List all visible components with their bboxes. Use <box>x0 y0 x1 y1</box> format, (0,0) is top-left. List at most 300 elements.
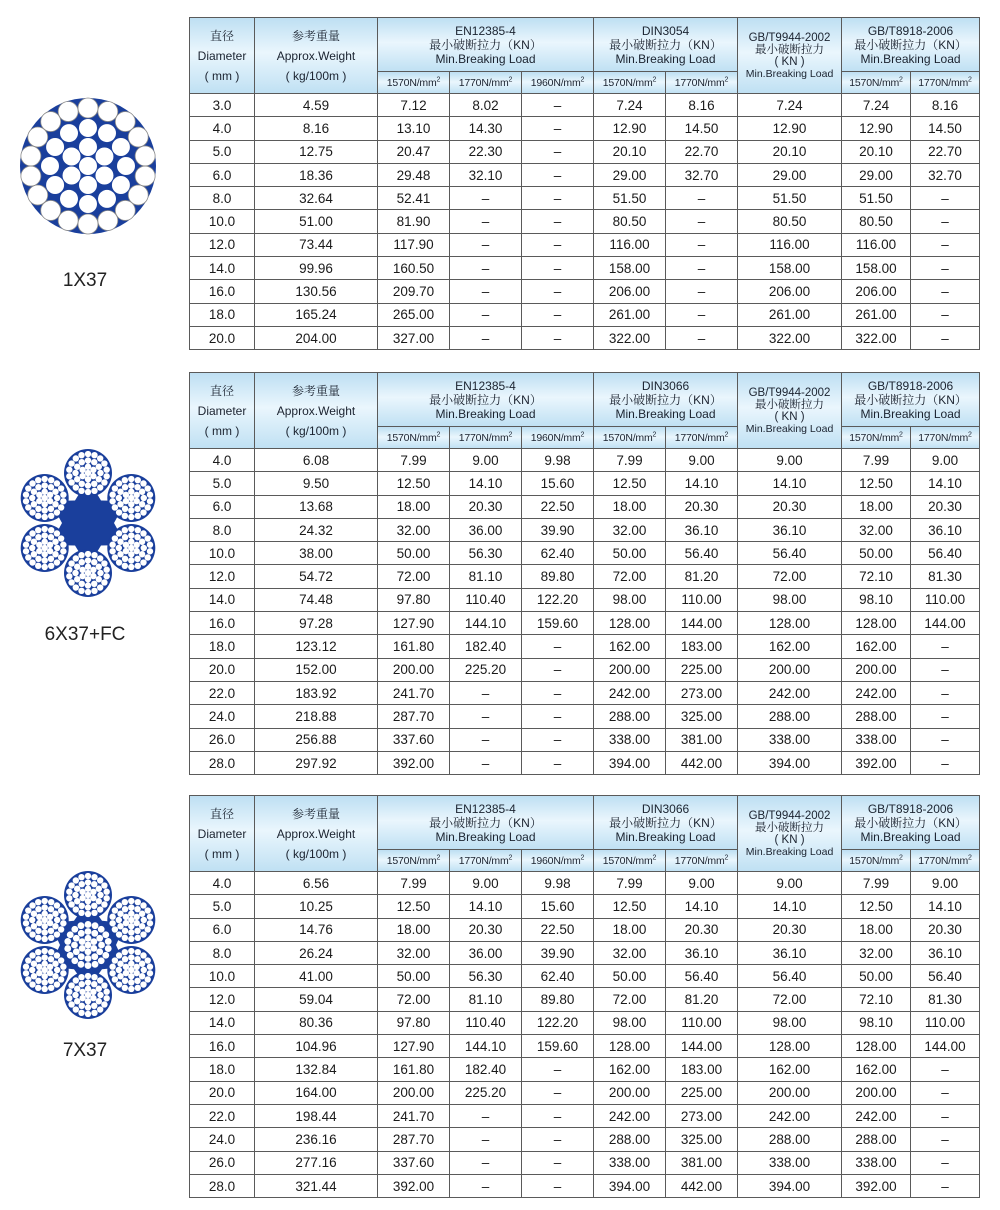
table-cell: 29.00 <box>842 163 911 186</box>
table-cell: 10.0 <box>190 542 255 565</box>
table-cell: – <box>666 303 738 326</box>
table-cell: 98.00 <box>738 1011 842 1034</box>
table-cell: 18.00 <box>594 495 666 518</box>
table-cell: 7.99 <box>378 872 450 895</box>
table-cell: 392.00 <box>378 1174 450 1197</box>
table-cell: 392.00 <box>842 1174 911 1197</box>
table-cell: 51.50 <box>594 187 666 210</box>
table-cell: 97.80 <box>378 1011 450 1034</box>
table-cell: 12.0 <box>190 988 255 1011</box>
grade-1770-header: $1770N/mm^2$ <box>911 850 980 872</box>
table-cell: 72.00 <box>738 565 842 588</box>
table-cell: 321.44 <box>255 1174 378 1197</box>
table-cell: 98.00 <box>738 588 842 611</box>
table-row <box>190 965 980 988</box>
table-cell: 80.36 <box>255 1011 378 1034</box>
grade-1770-header: $1770N/mm^2$ <box>911 72 980 94</box>
din-header: DIN3066 最小破断拉力（KN） Min.Breaking Load <box>594 796 738 850</box>
table-cell: 14.10 <box>666 472 738 495</box>
table-cell: 162.00 <box>594 635 666 658</box>
table-cell: 158.00 <box>738 257 842 280</box>
table-cell: 18.00 <box>594 918 666 941</box>
table-cell: 116.00 <box>738 233 842 256</box>
grade-1570-header: $1570N/mm^2$ <box>378 72 450 94</box>
table-cell: – <box>522 1151 594 1174</box>
table-cell: – <box>522 1128 594 1151</box>
table-cell: 74.48 <box>255 588 378 611</box>
table-row <box>190 1128 980 1151</box>
table-cell: 20.30 <box>666 495 738 518</box>
grade-1770-header: $1770N/mm^2$ <box>666 427 738 449</box>
table-cell: – <box>522 751 594 774</box>
table-row <box>190 187 980 210</box>
table-cell: – <box>911 210 980 233</box>
table-cell: 327.00 <box>378 326 450 349</box>
table-cell: 14.0 <box>190 1011 255 1034</box>
table-cell: 20.47 <box>378 140 450 163</box>
table-cell: 158.00 <box>594 257 666 280</box>
table-row <box>190 472 980 495</box>
table-cell: 261.00 <box>738 303 842 326</box>
table-row <box>190 635 980 658</box>
table-cell: 288.00 <box>738 1128 842 1151</box>
table-row <box>190 658 980 681</box>
table-cell: 325.00 <box>666 705 738 728</box>
table-cell: 72.00 <box>378 988 450 1011</box>
table-cell: – <box>911 1151 980 1174</box>
table-cell: 110.00 <box>911 588 980 611</box>
table-cell: 132.84 <box>255 1058 378 1081</box>
table-cell: 32.70 <box>666 163 738 186</box>
table-cell: 200.00 <box>842 1081 911 1104</box>
table-cell: 14.0 <box>190 588 255 611</box>
table-cell: 6.0 <box>190 918 255 941</box>
table-cell: 265.00 <box>378 303 450 326</box>
table-cell: – <box>522 705 594 728</box>
table-cell: 128.00 <box>842 1035 911 1058</box>
table-cell: 392.00 <box>378 751 450 774</box>
grade-1570-header: $1570N/mm^2$ <box>594 427 666 449</box>
table-cell: 144.00 <box>666 612 738 635</box>
table-row <box>190 210 980 233</box>
table-cell: 32.64 <box>255 187 378 210</box>
table-cell: 56.40 <box>666 542 738 565</box>
table-cell: 22.0 <box>190 1104 255 1127</box>
table-cell: 50.00 <box>842 965 911 988</box>
table-cell: 41.00 <box>255 965 378 988</box>
table-cell: 200.00 <box>738 658 842 681</box>
table-cell: – <box>522 233 594 256</box>
table-cell: 29.00 <box>738 163 842 186</box>
table-cell: 287.70 <box>378 1128 450 1151</box>
section-caption: 1X37 <box>62 270 108 291</box>
table-cell: 9.00 <box>738 872 842 895</box>
table-cell: – <box>522 1058 594 1081</box>
table-cell: – <box>450 1174 522 1197</box>
rope-6x37-fc-cross-section-icon <box>8 448 168 598</box>
breaking-load-table <box>189 372 980 775</box>
table-cell: 5.0 <box>190 895 255 918</box>
table-cell: 9.00 <box>911 449 980 472</box>
table-row <box>190 117 980 140</box>
table-cell: 144.00 <box>666 1035 738 1058</box>
table-cell: 32.00 <box>842 941 911 964</box>
table-row <box>190 1104 980 1127</box>
weight-header: 参考重量 Approx.Weight ( kg/100m ) <box>255 373 378 449</box>
table-cell: 20.0 <box>190 658 255 681</box>
table-cell: 14.50 <box>666 117 738 140</box>
table-cell: 89.80 <box>522 988 594 1011</box>
table-row <box>190 163 980 186</box>
table-cell: 7.99 <box>594 449 666 472</box>
table-cell: 144.10 <box>450 1035 522 1058</box>
table-row <box>190 140 980 163</box>
grade-1570-header: $1570N/mm^2$ <box>378 850 450 872</box>
table-cell: 56.40 <box>666 965 738 988</box>
table-cell: 117.90 <box>378 233 450 256</box>
table-cell: 128.00 <box>842 612 911 635</box>
table-cell: – <box>522 303 594 326</box>
table-cell: 225.00 <box>666 658 738 681</box>
table-cell: 392.00 <box>842 751 911 774</box>
table-cell: 50.00 <box>378 542 450 565</box>
table-cell: – <box>911 1174 980 1197</box>
table-cell: 198.44 <box>255 1104 378 1127</box>
table-cell: 20.30 <box>666 918 738 941</box>
gb8918-header: GB/T8918-2006 最小破断拉力（KN） Min.Breaking Load <box>842 373 980 427</box>
table-cell: 72.00 <box>594 565 666 588</box>
table-cell: 15.60 <box>522 472 594 495</box>
table-row <box>190 895 980 918</box>
table-cell: 5.0 <box>190 472 255 495</box>
table-cell: – <box>522 117 594 140</box>
table-cell: 18.0 <box>190 635 255 658</box>
table-cell: 72.00 <box>378 565 450 588</box>
table-cell: 9.00 <box>666 449 738 472</box>
table-cell: 51.50 <box>842 187 911 210</box>
table-cell: 56.30 <box>450 542 522 565</box>
table-row <box>190 495 980 518</box>
table-cell: 159.60 <box>522 612 594 635</box>
table-cell: 36.00 <box>450 941 522 964</box>
table-cell: 97.28 <box>255 612 378 635</box>
table-cell: 10.0 <box>190 965 255 988</box>
table-cell: 89.80 <box>522 565 594 588</box>
table-cell: – <box>522 681 594 704</box>
table-cell: 20.30 <box>911 495 980 518</box>
table-cell: 9.00 <box>738 449 842 472</box>
table-cell: 18.00 <box>378 495 450 518</box>
table-row <box>190 326 980 349</box>
table-cell: 56.40 <box>911 542 980 565</box>
table-cell: 26.0 <box>190 1151 255 1174</box>
table-cell: 182.40 <box>450 1058 522 1081</box>
table-row <box>190 449 980 472</box>
table-cell: 18.0 <box>190 1058 255 1081</box>
table-cell: 80.50 <box>594 210 666 233</box>
grade-1570-header: $1570N/mm^2$ <box>842 72 911 94</box>
table-cell: 322.00 <box>738 326 842 349</box>
table-cell: 14.10 <box>450 895 522 918</box>
table-cell: 337.60 <box>378 728 450 751</box>
table-cell: – <box>522 163 594 186</box>
table-cell: 183.92 <box>255 681 378 704</box>
table-cell: 123.12 <box>255 635 378 658</box>
table-cell: 50.00 <box>842 542 911 565</box>
grade-1770-header: $1770N/mm^2$ <box>450 427 522 449</box>
table-cell: 128.00 <box>738 1035 842 1058</box>
table-cell: 394.00 <box>594 751 666 774</box>
table-cell: 20.10 <box>594 140 666 163</box>
table-cell: 51.00 <box>255 210 378 233</box>
table-cell: 381.00 <box>666 1151 738 1174</box>
table-cell: – <box>666 210 738 233</box>
table-cell: 59.04 <box>255 988 378 1011</box>
table-cell: 13.10 <box>378 117 450 140</box>
table-cell: 4.59 <box>255 94 378 117</box>
gb8918-header: GB/T8918-2006 最小破断拉力（KN） Min.Breaking Load <box>842 18 980 72</box>
table-cell: 7.24 <box>594 94 666 117</box>
table-cell: 338.00 <box>738 728 842 751</box>
table-cell: 7.99 <box>378 449 450 472</box>
table-cell: 22.50 <box>522 918 594 941</box>
table-row <box>190 94 980 117</box>
table-cell: 98.10 <box>842 588 911 611</box>
table-cell: 200.00 <box>842 658 911 681</box>
weight-header: 参考重量 Approx.Weight ( kg/100m ) <box>255 18 378 94</box>
table-cell: 200.00 <box>738 1081 842 1104</box>
table-cell: 256.88 <box>255 728 378 751</box>
table-cell: 7.24 <box>842 94 911 117</box>
table-cell: – <box>522 1081 594 1104</box>
table-cell: – <box>911 303 980 326</box>
grade-1770-header: $1770N/mm^2$ <box>911 427 980 449</box>
table-cell: 206.00 <box>594 280 666 303</box>
table-cell: 20.30 <box>450 918 522 941</box>
table-cell: – <box>450 1104 522 1127</box>
table-cell: 56.30 <box>450 965 522 988</box>
table-cell: 128.00 <box>738 612 842 635</box>
table-cell: 225.20 <box>450 1081 522 1104</box>
table-cell: 9.50 <box>255 472 378 495</box>
gb9944-header: GB/T9944-2002 最小破断拉力 ( KN ) Min.Breaking Load <box>738 796 842 872</box>
table-cell: 12.0 <box>190 565 255 588</box>
table-cell: 241.70 <box>378 1104 450 1127</box>
table-row <box>190 705 980 728</box>
table-cell: 98.10 <box>842 1011 911 1034</box>
table-cell: 56.40 <box>738 965 842 988</box>
grade-1570-header: $1570N/mm^2$ <box>842 427 911 449</box>
table-cell: 12.50 <box>842 895 911 918</box>
table-cell: 38.00 <box>255 542 378 565</box>
table-cell: – <box>450 1128 522 1151</box>
table-cell: 144.10 <box>450 612 522 635</box>
table-cell: 144.00 <box>911 612 980 635</box>
table-cell: 225.00 <box>666 1081 738 1104</box>
table-cell: 236.16 <box>255 1128 378 1151</box>
table-row <box>190 1035 980 1058</box>
grade-1960-header: $1960N/mm^2$ <box>522 850 594 872</box>
table-cell: – <box>666 257 738 280</box>
table-cell: 325.00 <box>666 1128 738 1151</box>
table-cell: – <box>911 635 980 658</box>
en12385-header: EN12385-4 最小破断拉力（KN） Min.Breaking Load <box>378 18 594 72</box>
table-cell: 288.00 <box>842 1128 911 1151</box>
table-cell: 7.24 <box>738 94 842 117</box>
table-cell: 16.0 <box>190 612 255 635</box>
table-cell: – <box>450 705 522 728</box>
table-cell: 22.70 <box>666 140 738 163</box>
table-cell: 28.0 <box>190 751 255 774</box>
table-cell: 110.00 <box>666 588 738 611</box>
table-cell: 62.40 <box>522 965 594 988</box>
table-cell: 73.44 <box>255 233 378 256</box>
table-cell: 26.24 <box>255 941 378 964</box>
table-cell: 162.00 <box>842 635 911 658</box>
table-cell: 10.25 <box>255 895 378 918</box>
table-cell: 36.10 <box>738 518 842 541</box>
table-cell: 98.00 <box>594 1011 666 1034</box>
table-cell: 288.00 <box>594 705 666 728</box>
table-cell: 50.00 <box>594 965 666 988</box>
table-cell: 4.0 <box>190 117 255 140</box>
table-cell: 7.12 <box>378 94 450 117</box>
grade-1570-header: $1570N/mm^2$ <box>842 850 911 872</box>
table-cell: 12.75 <box>255 140 378 163</box>
table-cell: – <box>450 728 522 751</box>
table-cell: 9.98 <box>522 449 594 472</box>
table-cell: 10.0 <box>190 210 255 233</box>
table-cell: 242.00 <box>842 681 911 704</box>
table-cell: 22.50 <box>522 495 594 518</box>
table-cell: 54.72 <box>255 565 378 588</box>
table-cell: – <box>522 280 594 303</box>
table-cell: 14.10 <box>911 895 980 918</box>
table-cell: – <box>450 280 522 303</box>
table-cell: 22.30 <box>450 140 522 163</box>
table-cell: – <box>522 326 594 349</box>
table-cell: 18.00 <box>378 918 450 941</box>
weight-header: 参考重量 Approx.Weight ( kg/100m ) <box>255 796 378 872</box>
rope-7x37-cross-section-icon <box>8 870 168 1020</box>
table-cell: 8.0 <box>190 187 255 210</box>
table-cell: 183.00 <box>666 635 738 658</box>
table-cell: 81.10 <box>450 988 522 1011</box>
table-cell: 8.02 <box>450 94 522 117</box>
table-cell: 32.10 <box>450 163 522 186</box>
table-cell: – <box>911 1104 980 1127</box>
table-cell: 36.10 <box>666 941 738 964</box>
table-cell: – <box>911 257 980 280</box>
table-cell: 13.68 <box>255 495 378 518</box>
table-cell: 242.00 <box>842 1104 911 1127</box>
table-cell: 442.00 <box>666 751 738 774</box>
table-cell: 18.0 <box>190 303 255 326</box>
table-cell: 242.00 <box>738 681 842 704</box>
table-cell: – <box>450 681 522 704</box>
breaking-load-table <box>189 17 980 350</box>
table-cell: 110.40 <box>450 588 522 611</box>
table-cell: 116.00 <box>842 233 911 256</box>
table-cell: – <box>450 233 522 256</box>
table-cell: 338.00 <box>842 1151 911 1174</box>
diameter-header: 直径 Diameter ( mm ) <box>190 18 255 94</box>
table-cell: 162.00 <box>594 1058 666 1081</box>
table-cell: – <box>666 280 738 303</box>
grade-1570-header: $1570N/mm^2$ <box>594 72 666 94</box>
table-cell: 14.76 <box>255 918 378 941</box>
rope-1x37-cross-section-icon <box>8 90 168 242</box>
table-row <box>190 1011 980 1034</box>
table-cell: 128.00 <box>594 612 666 635</box>
table-cell: 273.00 <box>666 1104 738 1127</box>
table-cell: 288.00 <box>738 705 842 728</box>
table-cell: 242.00 <box>738 1104 842 1127</box>
table-cell: 322.00 <box>842 326 911 349</box>
table-row <box>190 872 980 895</box>
grade-1570-header: $1570N/mm^2$ <box>378 427 450 449</box>
table-row <box>190 1151 980 1174</box>
table-cell: 15.60 <box>522 895 594 918</box>
table-cell: 8.16 <box>666 94 738 117</box>
diameter-header: 直径 Diameter ( mm ) <box>190 373 255 449</box>
table-cell: – <box>666 187 738 210</box>
table-cell: 200.00 <box>594 658 666 681</box>
table-cell: 36.10 <box>911 941 980 964</box>
table-cell: – <box>911 187 980 210</box>
table-cell: 162.00 <box>842 1058 911 1081</box>
table-cell: 160.50 <box>378 257 450 280</box>
table-cell: 225.20 <box>450 658 522 681</box>
table-row <box>190 941 980 964</box>
table-cell: – <box>911 280 980 303</box>
table-cell: 338.00 <box>594 728 666 751</box>
table-cell: 29.00 <box>594 163 666 186</box>
table-cell: 36.10 <box>911 518 980 541</box>
section-caption: 7X37 <box>62 1040 108 1061</box>
table-cell: 144.00 <box>911 1035 980 1058</box>
table-row <box>190 588 980 611</box>
table-cell: 72.00 <box>738 988 842 1011</box>
table-cell: 81.10 <box>450 565 522 588</box>
table-row <box>190 257 980 280</box>
table-cell: – <box>911 751 980 774</box>
table-cell: 241.70 <box>378 681 450 704</box>
table-cell: – <box>522 94 594 117</box>
table-cell: – <box>911 681 980 704</box>
table-cell: – <box>450 1151 522 1174</box>
table-cell: 32.00 <box>594 518 666 541</box>
grade-1570-header: $1570N/mm^2$ <box>594 850 666 872</box>
table-cell: – <box>522 635 594 658</box>
table-cell: 242.00 <box>594 1104 666 1127</box>
table-cell: 183.00 <box>666 1058 738 1081</box>
table-cell: 4.0 <box>190 449 255 472</box>
grade-1770-header: $1770N/mm^2$ <box>450 850 522 872</box>
grade-1770-header: $1770N/mm^2$ <box>666 850 738 872</box>
table-row <box>190 518 980 541</box>
table-cell: 7.99 <box>842 449 911 472</box>
table-cell: 50.00 <box>378 965 450 988</box>
table-cell: 200.00 <box>378 658 450 681</box>
table-cell: 104.96 <box>255 1035 378 1058</box>
en12385-header: EN12385-4 最小破断拉力（KN） Min.Breaking Load <box>378 796 594 850</box>
table-cell: 20.0 <box>190 1081 255 1104</box>
table-cell: 206.00 <box>842 280 911 303</box>
table-cell: 20.0 <box>190 326 255 349</box>
table-cell: 110.00 <box>666 1011 738 1034</box>
table-cell: 337.60 <box>378 1151 450 1174</box>
